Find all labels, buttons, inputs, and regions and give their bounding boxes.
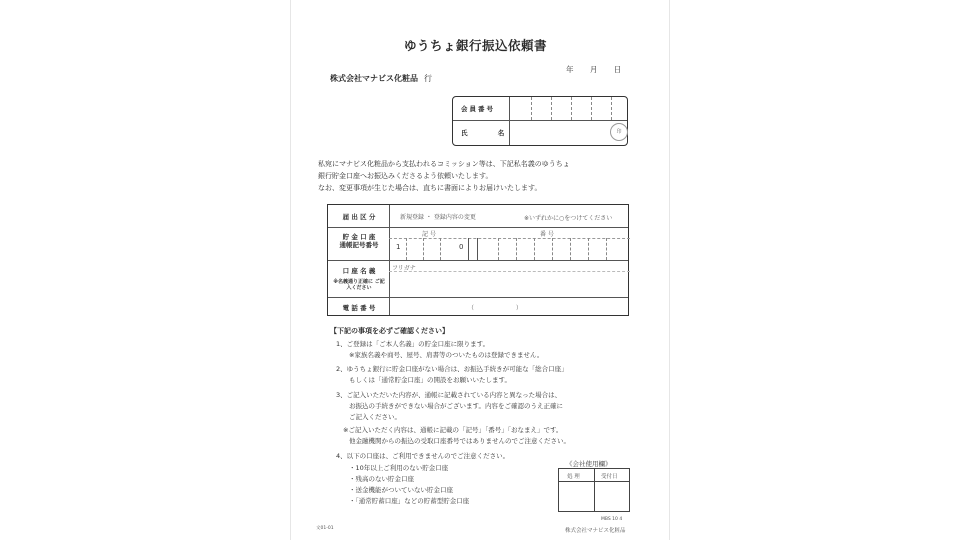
- account-label-1: 貯 金 口 座: [342, 233, 376, 241]
- document-title: ゆうちょ銀行振込依頼書: [404, 38, 548, 53]
- kigo-digit[interactable]: [406, 238, 407, 260]
- note-line: お振込の手続きができない場合がございます。内容をご確認のうえ正確に: [349, 402, 563, 410]
- note-line: ・10年以上ご利用のない貯金口座: [349, 464, 449, 472]
- note-line: ご記入ください。: [349, 413, 401, 421]
- member-number-digit[interactable]: [611, 97, 612, 120]
- account-label: [332, 233, 386, 249]
- seal-stamp-mark: 印: [610, 123, 628, 141]
- note-line: 1、ご登録は「ご本人名義」の貯金口座に限ります。: [336, 340, 490, 348]
- phone-label: 電 話 番 号: [342, 304, 376, 312]
- intro-line: 私宛にマナビス化粧品から支払われるコミッション等は、下記私名義のゆうちょ: [318, 160, 570, 168]
- holder-label: 口 座 名 義: [342, 267, 376, 275]
- addressee: [330, 73, 432, 84]
- account-form-table: [327, 204, 629, 316]
- note-line: ※家族名義や商号、屋号、肩書等のついたものは登録できません。: [349, 351, 544, 359]
- office-use-box: [558, 468, 630, 512]
- note-line: 3、ご記入いただいた内容が、通帳に記載されている内容と異なった場合は、: [336, 391, 562, 399]
- office-col-processing: 処 理: [567, 474, 580, 480]
- bango-digit[interactable]: [606, 238, 607, 260]
- member-number-digit[interactable]: [591, 97, 592, 120]
- notes-title: 【下記の事項を必ずご確認ください】: [330, 327, 449, 335]
- bango-digit[interactable]: [552, 238, 553, 260]
- kigo-digit[interactable]: [440, 238, 441, 260]
- bango-digit[interactable]: [498, 238, 499, 260]
- hyphen-divider: [477, 238, 478, 260]
- category-label: 届 出 区 分: [342, 213, 376, 221]
- note-line: ・送金機能がついていない貯金口座: [349, 486, 453, 494]
- note-line: ※ご記入いただく内容は、通帳に記載の「記号」「番号」「おなまえ」です。: [343, 426, 563, 434]
- bango-digit[interactable]: [534, 238, 535, 260]
- member-info-box: [452, 96, 628, 146]
- note-line: 他金融機関からの振込の受取口座番号ではありませんのでご注意ください。: [349, 437, 570, 445]
- member-number-label: 会員番号: [461, 105, 495, 113]
- bango-label: 番 号: [540, 231, 554, 238]
- category-options[interactable]: 新規登録 ・ 登録内容の変更: [400, 214, 476, 221]
- furigana-label: フリガナ: [392, 265, 416, 272]
- bango-digit[interactable]: [588, 238, 589, 260]
- holder-note: ※名義通り正確に ご記入ください: [333, 279, 385, 291]
- note-line: ・残高のない貯金口座: [349, 475, 414, 483]
- note-line: もしくは「通常貯金口座」の開設をお願いいたします。: [349, 376, 511, 384]
- category-note: ※いずれかに○をつけてください: [524, 215, 613, 222]
- hyphen-divider: [468, 238, 469, 260]
- office-use-title: 《会社使用欄》: [566, 460, 612, 468]
- member-number-digit[interactable]: [551, 97, 552, 120]
- intro-line: なお、変更事項が生じた場合は、直ちに書面によりお届けいたします。: [318, 184, 542, 192]
- kigo-prefix: 1: [396, 243, 401, 251]
- addressee-company: 株式会社マナビス化粧品: [330, 74, 418, 83]
- holder-name-field[interactable]: [392, 275, 622, 295]
- date-field[interactable]: 年 月 日: [566, 65, 622, 74]
- phone-field[interactable]: （ ）: [468, 305, 522, 312]
- member-number-digit[interactable]: [531, 97, 532, 120]
- name-label: 氏 名: [461, 129, 519, 137]
- addressee-suffix: 行: [424, 74, 432, 83]
- note-line: 4、以下の口座は、ご利用できませんのでご注意ください。: [336, 452, 510, 460]
- kigo-digit[interactable]: [423, 238, 424, 260]
- footer-form-number: 文01-01: [316, 526, 334, 531]
- bango-digit[interactable]: [516, 238, 517, 260]
- bango-digit[interactable]: [570, 238, 571, 260]
- member-number-digit[interactable]: [571, 97, 572, 120]
- office-col-received: 受付日: [601, 474, 618, 480]
- kigo-suffix: 0: [459, 243, 464, 251]
- intro-line: 銀行貯金口座へお振込みくださるよう依頼いたします。: [318, 172, 493, 180]
- kigo-label: 記 号: [422, 231, 436, 238]
- footer-company: 株式会社マナビス化粧品: [565, 528, 626, 534]
- note-line: 2、ゆうちょ銀行に貯金口座がない場合は、お振込手続きが可能な「総合口座」: [336, 365, 568, 373]
- note-line: ・「通常貯蓄口座」などの貯蓄型貯金口座: [349, 497, 470, 505]
- footer-code: MBS 10 4: [601, 517, 623, 522]
- account-label-2: 通帳記号番号: [339, 241, 379, 249]
